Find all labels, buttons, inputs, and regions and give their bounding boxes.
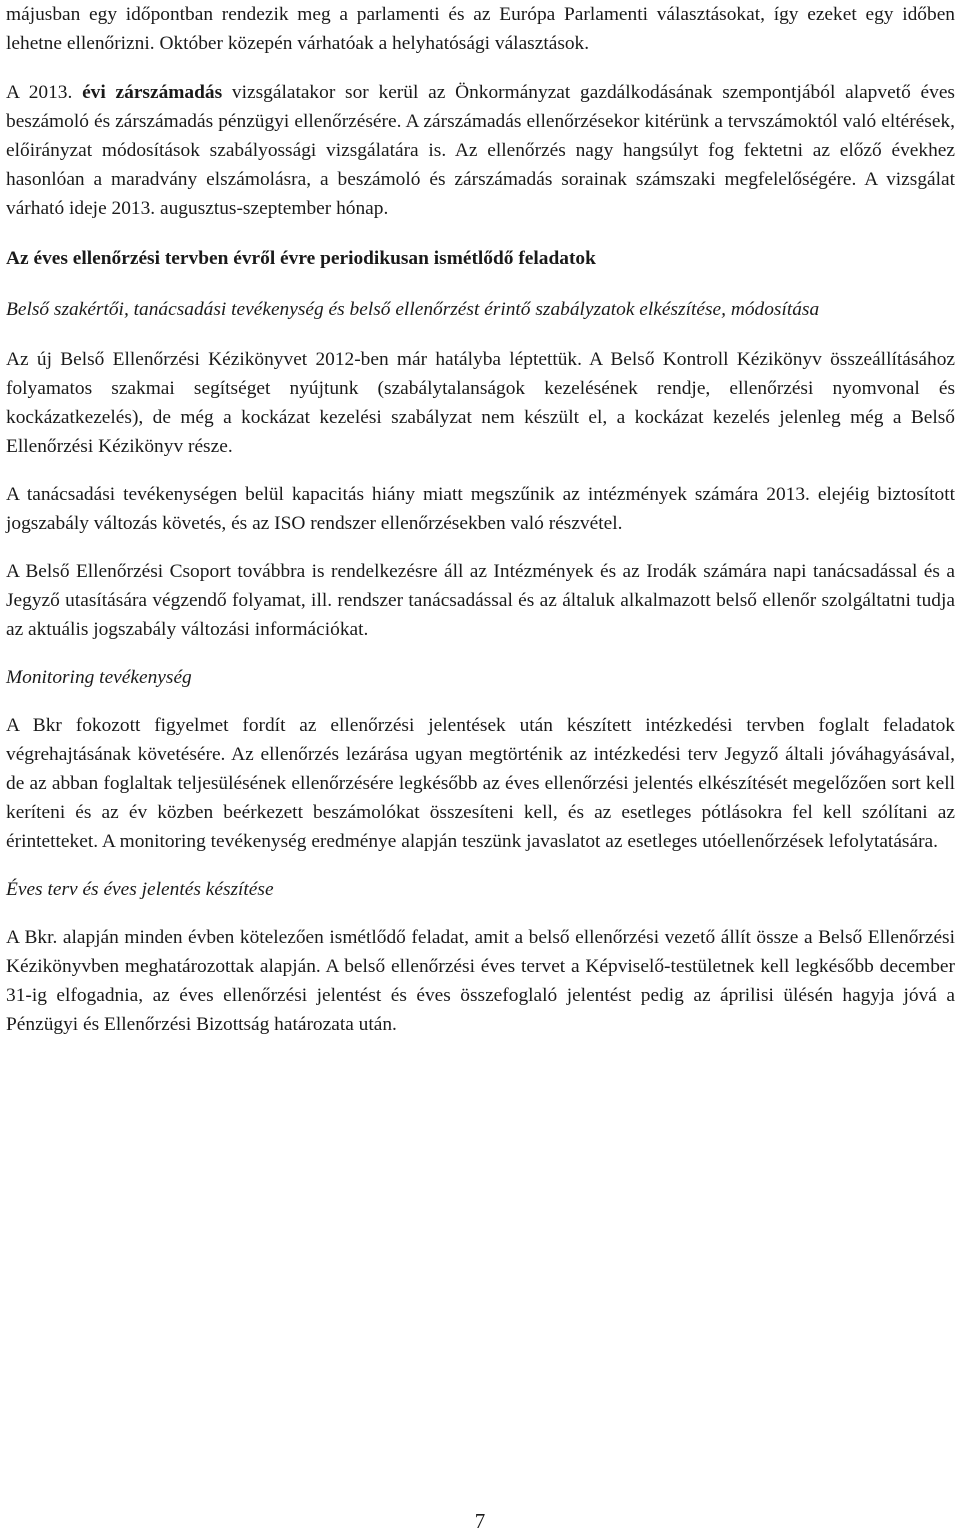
paragraph-kapacitas: A tanácsadási tevékenységen belül kapacitás hiány miatt megszűnik az intézmények számára 2013. elejéig biztosított jogszabály változás követés, és az ISO rendszer ellenőrzésekben való részvétel.: [6, 484, 955, 534]
paragraph-zarszamadas-bold: évi zárszámadás: [82, 82, 223, 103]
paragraph-zarszamadas-rest: vizsgálatakor sor kerül az Önkormányzat gazdálkodásának szempontjából alapvető éves beszámoló és zárszámadás pénzügyi ellenőrzésére. A zárszámadás ellenőrzésekor kitérünk a tervszámoktól való eltérések, előirányzat módosítások szabályossági vizsgálatára is. Az ellenőrzés nagy hangsúlyt fog fektetni az előző évekhez hasonlóan a maradvány elszámolásra, a beszámoló és zárszámadás sorainak számszaki megfelelőségére. A vizsgálat várható ideje 2013. augusztus-szeptember hónap.: [6, 82, 955, 219]
subheading-monitoring: Monitoring tevékenység: [6, 667, 192, 688]
paragraph-elections: májusban egy időpontban rendezik meg a parlamenti és az Európa Parlamenti választásokat, így ezeket egy időben lehetne ellenőrizni. Október közepén várhatóak a helyhatósági választások.: [6, 4, 955, 54]
page-number: 7: [474, 1509, 486, 1533]
document-page: [6, 0, 955, 1039]
paragraph-kezikonyv: Az új Belső Ellenőrzési Kézikönyvet 2012-ben már hatályba léptettük. A Belső Kontroll Kézikönyv összeállításához folyamatos szakmai segítséget nyújtunk (szabálytalanságok kezelésének rendje, ellenőrzési nyomvonal és kockázatkezelés), de még a kockázat kezelési szabályzat nem készült el, a kockázat kezelés jelenleg még a Belső Ellenőrzési Kézikönyv része.: [6, 349, 955, 457]
paragraph-csoport: A Belső Ellenőrzési Csoport továbbra is rendelkezésre áll az Intézmények és az Irodák számára napi tanácsadással és a Jegyző utasítására végzendő folyamat, ill. rendszer tanácsadással és az általuk alkalmazott belső ellenőr szolgáltatni tudja az aktuális jogszabály változási információkat.: [6, 561, 955, 640]
section-heading: Az éves ellenőrzési tervben évről évre periodikusan ismétlődő feladatok: [6, 248, 596, 269]
subheading-tanacsadas: Belső szakértői, tanácsadási tevékenység és belső ellenőrzést érintő szabályzatok elkészítése, módosítása: [6, 299, 820, 320]
subheading-eves-terv: Éves terv és éves jelentés készítése: [6, 879, 274, 900]
paragraph-zarszamadas: [6, 78, 955, 223]
paragraph-monitoring: A Bkr fokozott figyelmet fordít az ellenőrzési jelentések után készített intézkedési tervben foglalt feladatok végrehajtásának követésére. Az ellenőrzés lezárása ugyan megtörténik az intézkedési terv Jegyző általi jóváhagyásával, de az abban foglaltak teljesülésének ellenőrzésére legkésőbb az éves ellenőrzési jelentés elkészítését megelőzően sort kell keríteni és az év közben beérkezett beszámolókat összesíteni kell, és az esetleges pótlásokra fel kell szólítani az érintetteket. A monitoring tevékenység eredménye alapján teszünk javaslatot az esetleges utóellenőrzések lefolytatására.: [6, 715, 955, 852]
paragraph-eves-terv: A Bkr. alapján minden évben kötelezően ismétlődő feladat, amit a belső ellenőrzési vezető állít össze a Belső Ellenőrzési Kézikönyvben meghatározottak alapján. A belső ellenőrzési éves tervet a Képviselő-testületnek kell legkésőbb december 31-ig elfogadnia, az éves ellenőrzési jelentést és éves összefoglaló jelentést pedig az áprilisi ülésén hagyja jóvá a Pénzügyi és Ellenőrzési Bizottság határozata után.: [6, 927, 955, 1035]
paragraph-zarszamadas-lead: A 2013.: [6, 82, 83, 103]
